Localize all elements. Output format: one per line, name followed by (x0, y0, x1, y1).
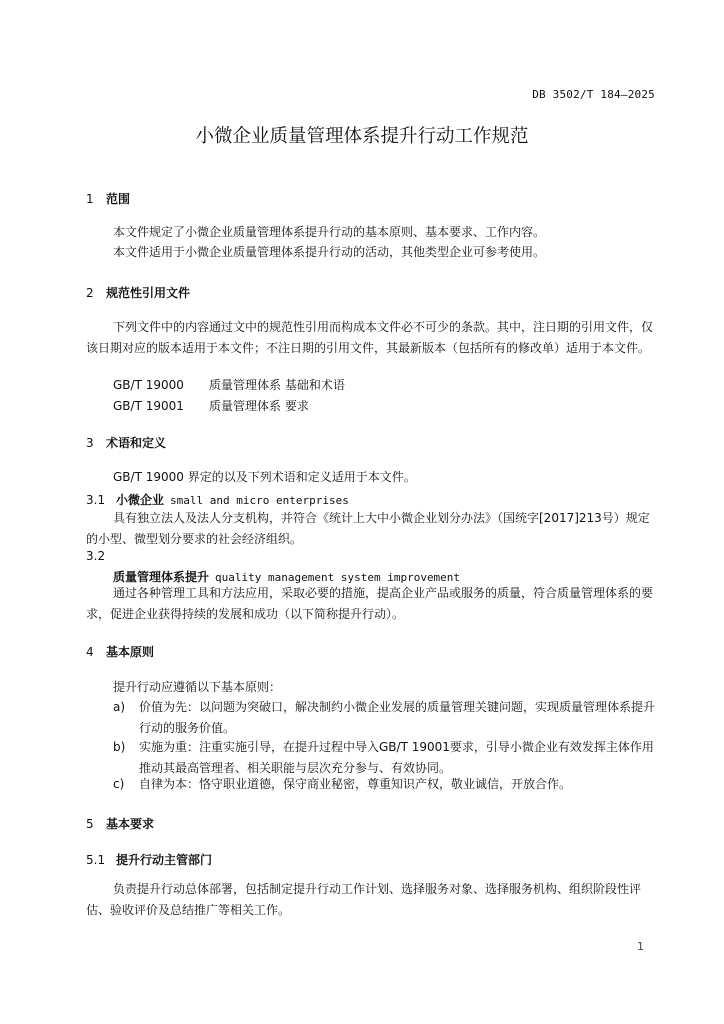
reference-name: 质量管理体系 基础和术语 (209, 378, 345, 392)
document-number: DB 3502/T 184—2025 (532, 88, 655, 101)
list-text: 价值为先：以问题为突破口，解决制约小微企业发展的质量管理关键问题，实现质量管理体系提升行动的服务价值。 (139, 700, 656, 735)
section-number: 3 (86, 436, 94, 450)
term-en: small and micro enterprises (170, 494, 349, 507)
term-3-2-number (86, 549, 116, 563)
paragraph: 本文件适用于小微企业质量管理体系提升行动的活动，其他类型企业可参考使用。 (113, 245, 546, 259)
page-number: 1 (637, 940, 644, 953)
list-marker: c) (113, 777, 125, 791)
section-number: 5 (86, 817, 94, 831)
section-number: 1 (86, 192, 94, 206)
reference-code: GB/T 19001 (113, 399, 184, 413)
section-title: 术语和定义 (106, 436, 167, 450)
paragraph: GB/T 19000 界定的以及下列术语和定义适用于本文件。 (113, 470, 416, 484)
term-en: quality management system improvement (215, 571, 461, 584)
term-cn: 质量管理体系提升 (113, 570, 210, 584)
term-3-1-heading (86, 491, 349, 508)
list-text: 自律为本：恪守职业道德，保守商业秘密，尊重知识产权，敬业诚信，开放合作。 (139, 777, 572, 791)
section-title: 范围 (106, 192, 131, 206)
paragraph: 负责提升行动总体部署，包括制定提升行动工作计划、选择服务对象、选择服务机构、组织阶段性评估、验收评价及总结推广等相关工作。 (86, 882, 642, 917)
section-title: 基本要求 (106, 817, 155, 831)
list-text: 实施为重：注重实施引导，在提升过程中导入GB/T 19001要求，引导小微企业有效发挥主体作用推动其最高管理者、相关职能与层次充分参与、有效协同。 (139, 740, 654, 775)
reference-item (113, 375, 345, 396)
section-1-heading (86, 190, 130, 207)
reference-name: 质量管理体系 要求 (209, 399, 309, 413)
term-number: 3.1 (86, 493, 106, 507)
paragraph: 本文件规定了小微企业质量管理体系提升行动的基本原则、基本要求、工作内容。 (113, 225, 546, 239)
section-title: 规范性引用文件 (106, 286, 191, 300)
section-title: 基本原则 (106, 645, 155, 659)
subsection-5-1-heading (86, 851, 218, 868)
section-3-heading (86, 434, 166, 451)
section-2-heading (86, 284, 190, 301)
list-item (113, 737, 658, 779)
term-definition: 通过各种管理工具和方法应用，采取必要的措施，提高企业产品或服务的质量，符合质量管理体系的要求，促进企业获得持续的发展和成功（以下简称提升行动）。 (86, 586, 654, 621)
section-4-heading (86, 643, 154, 660)
list-marker: b) (113, 740, 126, 754)
term-number: 3.2 (86, 549, 106, 563)
section-number: 4 (86, 645, 94, 659)
term-definition: 具有独立法人及法人分支机构，并符合《统计上大中小微企业划分办法》（国统字[2017]213号）规定的小型、微型划分要求的社会经济组织。 (86, 511, 650, 546)
section-5-heading (86, 815, 154, 832)
list-item (113, 697, 658, 739)
term-cn: 小微企业 (116, 493, 165, 507)
page-title: 小微企业质量管理体系提升行动工作规范 (195, 126, 529, 147)
paragraph: 提升行动应遵循以下基本原则： (113, 680, 282, 694)
list-marker: a) (113, 700, 126, 714)
reference-code: GB/T 19000 (113, 378, 184, 392)
list-item (113, 774, 658, 795)
subsection-title: 提升行动主管部门 (116, 853, 213, 867)
paragraph: 下列文件中的内容通过文中的规范性引用而构成本文件必不可少的条款。其中，注日期的引用文件，仅该日期对应的版本适用于本文件；不注日期的引用文件，其最新版本（包括所有的修改单）适用于本文件。 (86, 320, 654, 355)
section-number: 2 (86, 286, 94, 300)
reference-item (113, 396, 309, 417)
subsection-number: 5.1 (86, 853, 106, 867)
